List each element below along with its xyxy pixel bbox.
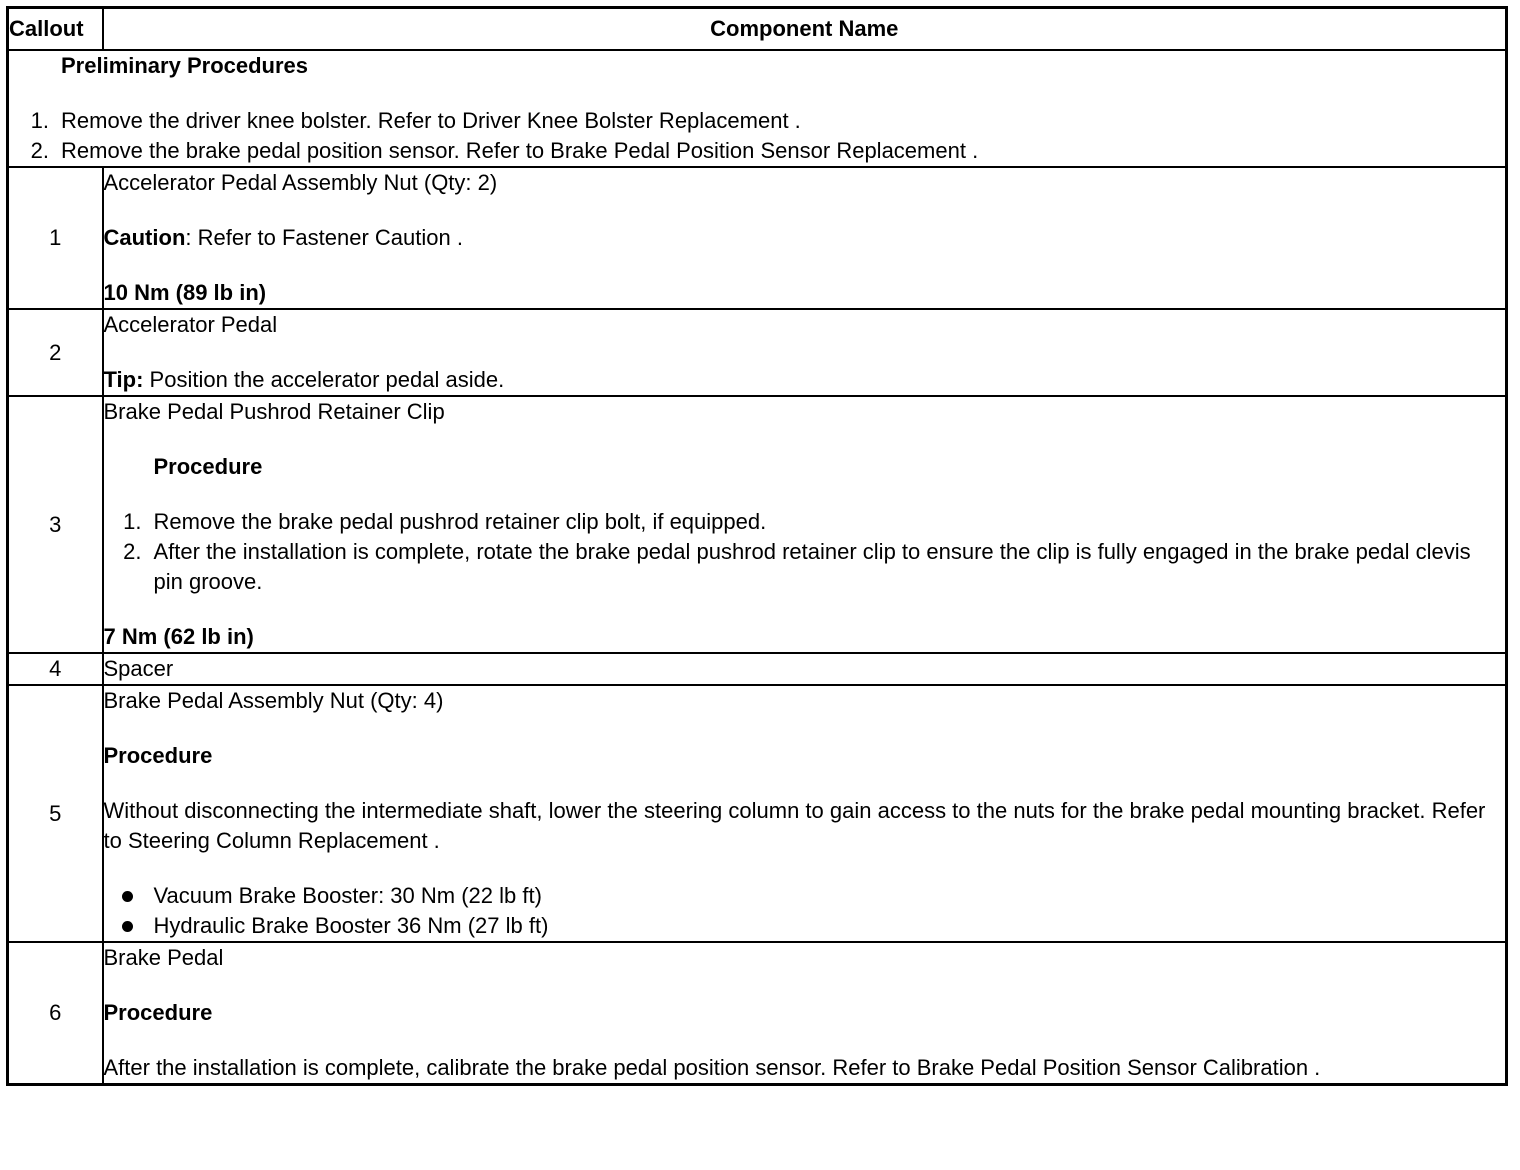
- preliminary-procedures: [8, 50, 1507, 167]
- callout-number: 3: [8, 396, 103, 653]
- component-name: Brake Pedal Pushrod Retainer Clip: [103, 399, 445, 424]
- component-cell: [103, 653, 1507, 685]
- list-item: [104, 537, 1506, 597]
- callout-column-header: Callout: [8, 8, 103, 51]
- bullet-text: Vacuum Brake Booster: 30 Nm (22 lb ft): [153, 883, 542, 908]
- component-name: Accelerator Pedal Assembly Nut (Qty: 2): [103, 170, 498, 195]
- step-text: After the installation is complete, rotate the brake pedal pushrod retainer clip to ensure the clip is fully engaged in the brake pedal clevis pin groove.: [153, 539, 1471, 594]
- procedure-title: Procedure: [153, 454, 263, 479]
- list-item: [104, 881, 1506, 911]
- preliminary-steps: [9, 106, 1505, 166]
- header-row: [8, 8, 1507, 51]
- procedure-text: Without disconnecting the intermediate shaft, lower the steering column to gain access to the nuts for the brake pedal mounting bracket. Refer to Steering Column Replacement .: [103, 798, 1486, 853]
- torque-spec: 10 Nm (89 lb in): [103, 280, 267, 305]
- table-row: [8, 309, 1507, 396]
- step-text: Remove the driver knee bolster. Refer to Driver Knee Bolster Replacement .: [61, 108, 801, 133]
- component-name: Accelerator Pedal: [103, 312, 278, 337]
- tip-text: Position the accelerator pedal aside.: [143, 367, 505, 392]
- step-number: 2.: [123, 539, 142, 564]
- component-name-column-header: Component Name: [103, 8, 1507, 51]
- procedure-title: Procedure: [103, 743, 213, 768]
- callout-table: [6, 6, 1508, 1086]
- callout-number: 1: [8, 167, 103, 309]
- component-name: Brake Pedal Assembly Nut (Qty: 4): [103, 688, 444, 713]
- callout-number: 5: [8, 685, 103, 942]
- step-number: 2.: [30, 138, 49, 163]
- component-cell: [103, 309, 1507, 396]
- list-item: [104, 911, 1506, 941]
- list-item: [9, 106, 1505, 136]
- step-text: Remove the brake pedal pushrod retainer clip bolt, if equipped.: [153, 509, 767, 534]
- callout-number: 2: [8, 309, 103, 396]
- caution-label: Caution: [103, 225, 186, 250]
- component-name: Spacer: [103, 656, 174, 681]
- table-row: [8, 167, 1507, 309]
- step-number: 1.: [30, 108, 49, 133]
- tip-label: Tip:: [103, 367, 144, 392]
- preliminary-row: [8, 50, 1507, 167]
- component-name: Brake Pedal: [103, 945, 224, 970]
- tip-note: [104, 365, 1506, 395]
- procedure-steps: [104, 507, 1506, 597]
- component-cell: [103, 396, 1507, 653]
- table-row: [8, 685, 1507, 942]
- component-cell: [103, 942, 1507, 1085]
- preliminary-title: Preliminary Procedures: [61, 53, 309, 78]
- callout-number: 4: [8, 653, 103, 685]
- list-item: [104, 507, 1506, 537]
- bullet-text: Hydraulic Brake Booster 36 Nm (27 lb ft): [153, 913, 549, 938]
- procedure-title: Procedure: [103, 1000, 213, 1025]
- table-row: [8, 653, 1507, 685]
- callout-number: 6: [8, 942, 103, 1085]
- component-cell: [103, 167, 1507, 309]
- caution-text: : Refer to Fastener Caution .: [185, 225, 463, 250]
- table-row: [8, 942, 1507, 1085]
- procedure-text: After the installation is complete, calibrate the brake pedal position sensor. Refer to Brake Pedal Position Sensor Calibration .: [103, 1055, 1321, 1080]
- torque-bullets: [104, 881, 1506, 941]
- table-row: [8, 396, 1507, 653]
- step-number: 1.: [123, 509, 142, 534]
- torque-spec: 7 Nm (62 lb in): [103, 624, 254, 649]
- step-text: Remove the brake pedal position sensor. Refer to Brake Pedal Position Sensor Replacement .: [61, 138, 979, 163]
- caution-note: [104, 223, 1506, 253]
- bullet-icon: [122, 891, 133, 902]
- component-cell: [103, 685, 1507, 942]
- list-item: [9, 136, 1505, 166]
- bullet-icon: [122, 921, 133, 932]
